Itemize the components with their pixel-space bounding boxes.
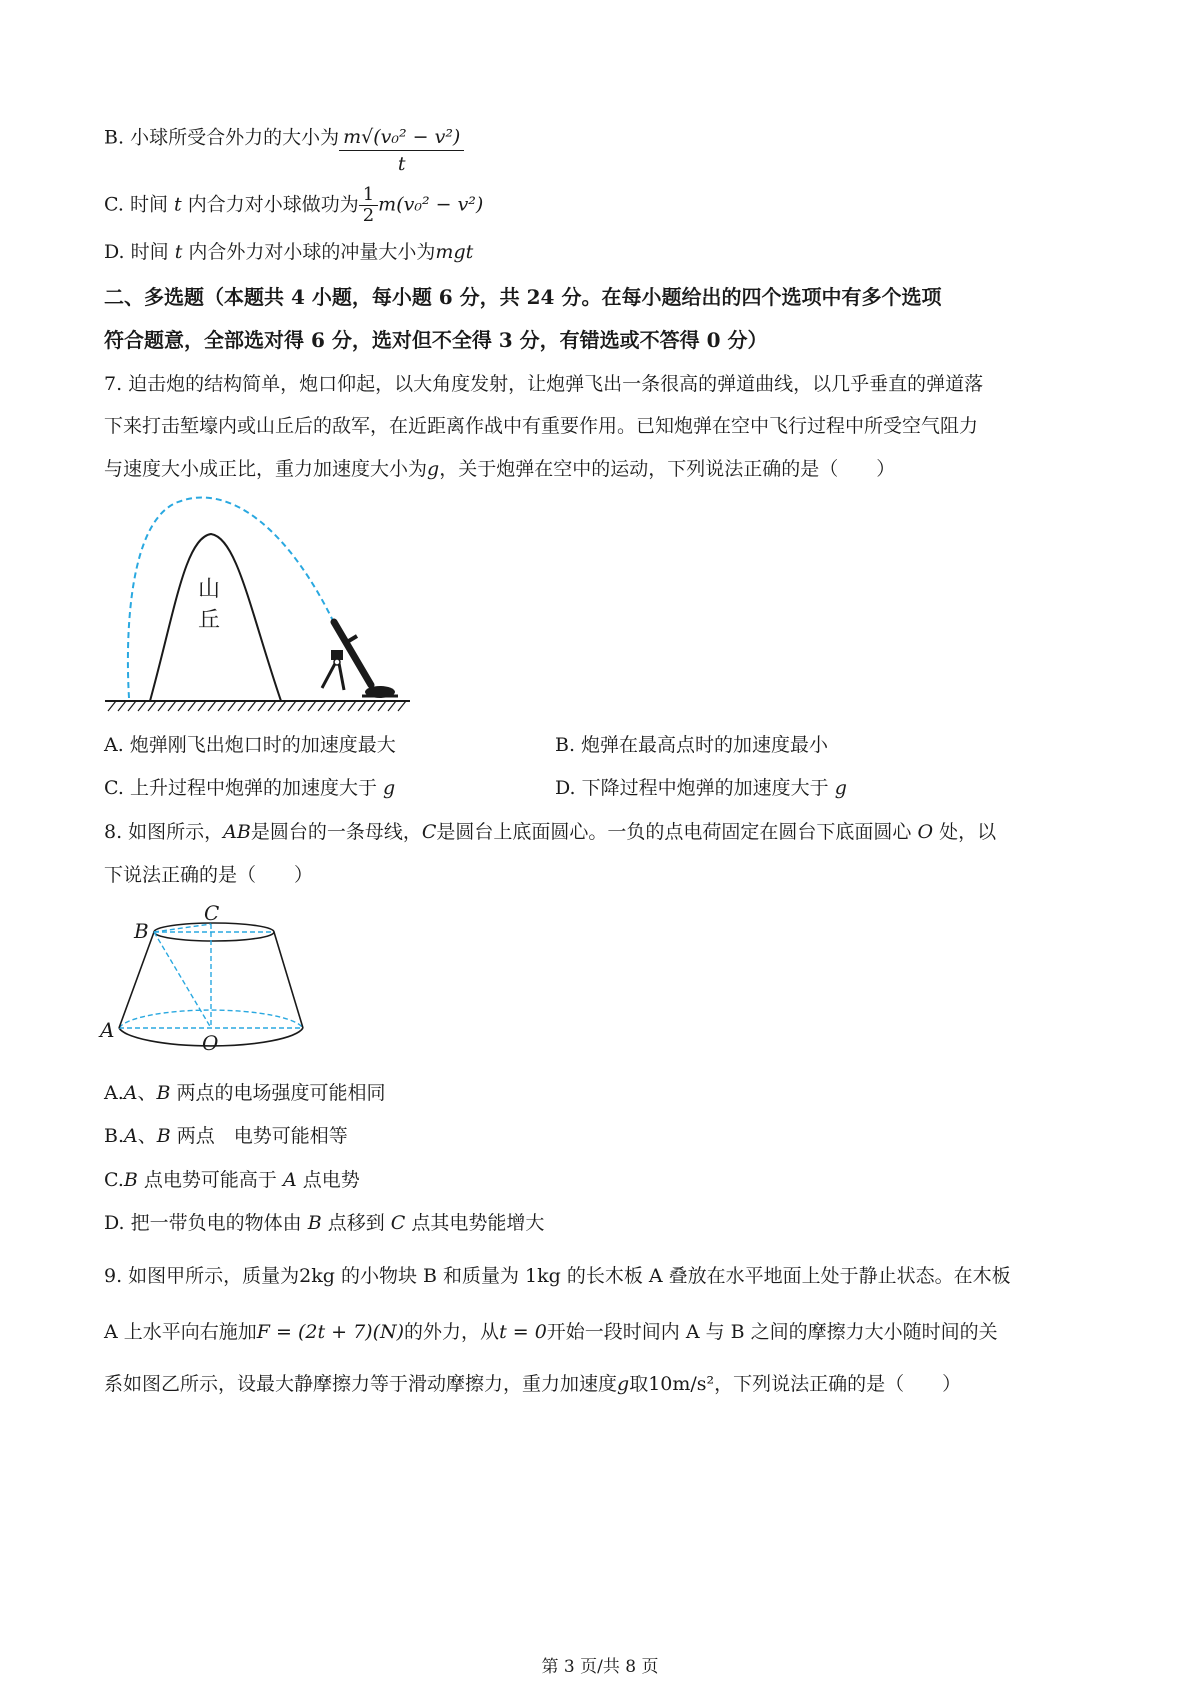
segment-bo <box>154 932 211 1028</box>
q8-option-a: A.A、B 两点的电场强度可能相同 <box>104 1082 386 1104</box>
hill-label-1: 山 <box>198 577 221 602</box>
q7-stem-line-3: 与速度大小成正比，重力加速度大小为g，关于炮弹在空中的运动，下列说法正确的是（ ） <box>104 458 896 480</box>
label-a: A <box>100 1018 115 1042</box>
q6-option-d: D. 时间 t 内合外力对小球的冲量大小为mgt <box>104 241 474 263</box>
mortar-icon <box>322 622 398 698</box>
q8-option-c: C.B 点电势可能高于 A 点电势 <box>104 1169 360 1191</box>
generatrix-ab <box>119 932 154 1028</box>
label-o: O <box>202 1031 219 1055</box>
q6-option-b: B. 小球所受合外力的大小为 $\frac{\text{m√(v₀² − v²)}}{t}$ <box>104 112 464 165</box>
label-c: C <box>204 901 220 925</box>
q8-frustum-figure <box>98 900 318 1060</box>
q8-option-b: B.A、B 两点 电势可能相等 <box>104 1125 348 1147</box>
section-heading-line-2: 符合题意，全部选对得 6 分，选对但不全得 3 分，有错选或不答得 0 分） <box>104 328 768 352</box>
label-b: B <box>134 919 149 943</box>
q7-option-b: B. 炮弹在最高点时的加速度最小 <box>555 734 829 756</box>
q6-option-c-fraction: $\frac{1}{2}$ <box>359 185 378 226</box>
q8-stem-line-2: 下说法正确的是（ ） <box>104 864 314 886</box>
q7-mortar-hill-figure <box>100 490 420 720</box>
q7-option-d: D. 下降过程中炮弹的加速度大于 g <box>555 777 847 799</box>
q6-option-c: C. 时间 t 内合力对小球做功为 $\frac{1}{2}$ m(v₀² − v²) <box>104 184 484 226</box>
q9-stem-line-1: 9. 如图甲所示，质量为2kg 的小物块 B 和质量为 1kg 的长木板 A 叠放在水平地面上处于静止状态。在木板 <box>104 1265 1011 1287</box>
ground-hatching <box>108 701 406 711</box>
q7-stem-line-1: 7. 迫击炮的结构简单，炮口仰起，以大角度发射，让炮弹飞出一条很高的弹道曲线，以几乎垂直的弹道落 <box>104 373 984 395</box>
page-footer: 第 3 页/共 8 页 <box>541 1657 659 1677</box>
q9-stem-line-2: A 上水平向右施加F = (2t + 7)(N)的外力，从t = 0开始一段时间内 A 与 B 之间的摩擦力大小随时间的关 <box>104 1321 998 1343</box>
q7-option-a: A. 炮弹刚飞出炮口时的加速度最大 <box>104 734 396 756</box>
q9-stem-line-3: 系如图乙所示，设最大静摩擦力等于滑动摩擦力，重力加速度g取10m/s²，下列说法正确的是（ ） <box>104 1373 962 1395</box>
right-generatrix <box>274 932 303 1028</box>
section-heading-line-1: 二、多选题（本题共 4 小题，每小题 6 分，共 24 分。在每小题给出的四个选项中有多个选项 <box>104 285 942 309</box>
q7-stem-line-2: 下来打击堑壕内或山丘后的敌军，在近距离作战中有重要作用。已知炮弹在空中飞行过程中所受空气阻力 <box>104 415 979 437</box>
q7-option-c: C. 上升过程中炮弹的加速度大于 g <box>104 777 396 799</box>
q8-option-d: D. 把一带负电的物体由 B 点移到 C 点其电势能增大 <box>104 1212 545 1234</box>
q6-option-b-fraction: $\frac{\text{m√(v₀² − v²)}}{t}$ <box>339 124 464 177</box>
q8-stem-line-1: 8. 如图所示，AB是圆台的一条母线，C是圆台上底面圆心。一负的点电荷固定在圆台下底面圆心 O 处，以 <box>104 821 997 843</box>
hill-label-2: 丘 <box>198 608 221 633</box>
